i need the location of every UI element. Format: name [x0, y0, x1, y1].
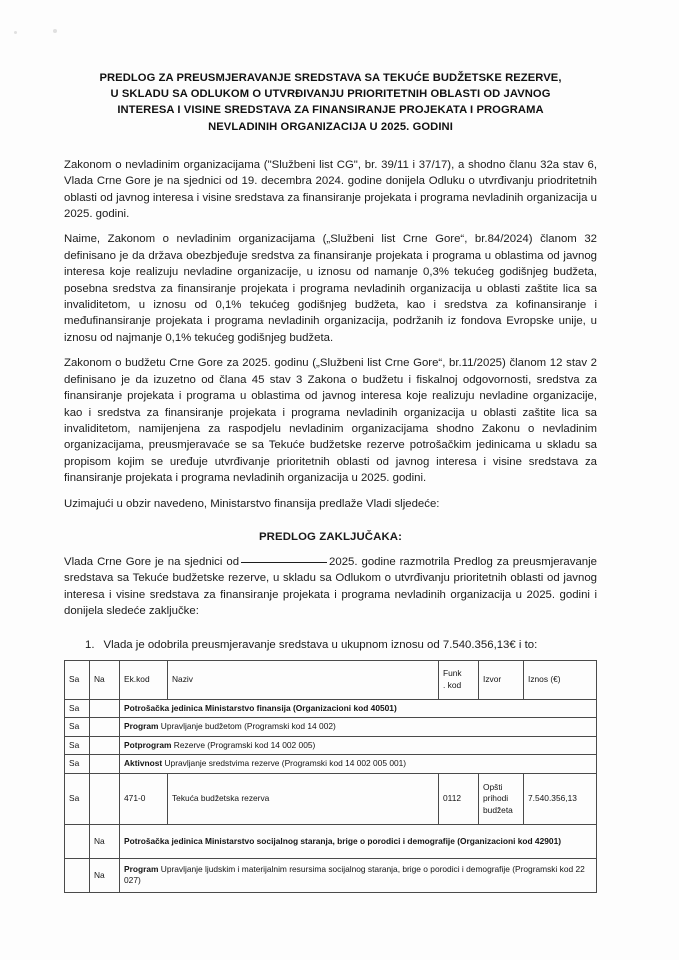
table-header-row	[65, 660, 597, 699]
cell-na	[90, 773, 120, 824]
cell-funk-kod: 0112	[439, 773, 479, 824]
col-header-izvor: Izvor	[479, 660, 524, 699]
cell-na	[90, 699, 120, 718]
budget-table	[64, 660, 597, 893]
cell-na	[90, 718, 120, 737]
cell-naziv-label: Program	[124, 863, 159, 874]
item-number: 1.	[85, 638, 95, 651]
cell-naziv	[120, 824, 597, 858]
cell-naziv: Program Upravljanje ljudskim i materijalnim resursima socijalnog staranja, brige o porodici i demografije (Programski kod 22 027)	[120, 858, 597, 892]
conclusion-text-after: 2025. godine razmotrila Predlog za preusmjeravanje sredstava sa Tekuće budžetske rezerve, u skladu sa Odlukom o utvrđivanju prioritetnih oblasti od javnog interesa i visine sredstava za finansiranje projekata i programa nevladinih organizacija u 2025. godini i donijela sledeće zaključke:	[64, 555, 597, 618]
paragraph-law-ngo: Zakonom o nevladinim organizacijama ("Službeni list CG", br. 39/11 i 37/17), a shodno članu 32a stav 6, Vlada Crne Gore je na sjednici od 19. decembra 2024. godine donijela Odluku o utvrđivanju priodritetnih oblasti od javnog interesa i visine sredstava za finansiranje projekata i programa nevladinih organizacija u 2025. godini.	[64, 158, 597, 221]
cell-naziv: Potprogram Rezerve (Programski kod 14 002 005)	[120, 736, 597, 755]
cell-naziv-label: Potprogram	[124, 739, 172, 750]
cell-na: Na	[90, 858, 120, 892]
cell-sa: Sa	[65, 736, 90, 755]
cell-iznos: 7.540.356,13	[524, 773, 597, 824]
funk-kod-line-2: . kod	[443, 679, 462, 690]
paragraph-budget-law: Zakonom o budžetu Crne Gore za 2025. godinu („Službeni list Crne Gore“, br.11/2025) članom 12 stav 2 definisano je da izuzetno od člana 45 stav 3 Zakona o budžetu i fiskalnoj odgovornosti, sredstva za finansiranje projekata i programa u oblastima od javnog interesa koje realizuju nevladine organizacije, kao i sredstva za finansiranje projekata i programa nevladinih organizacija u oblasti zaštite lica sa invaliditetom, namijenjena za raspodjelu nevladinim organizacijama shodno Zakonu o nevladinim organizacijama, preusmjeravaće se sa Tekuće budžetske rezerve potrošačkim jedinicama u skladu sa propisom kojim se uređuje utvrđivanje prioritetnih oblasti od javnog interesa i visine sredstava za finansiranje projekata i programa nevladinih organizacija u 2025. godini.	[64, 357, 597, 485]
cell-naziv: Program Upravljanje budžetom (Programski kod 14 002)	[120, 718, 597, 737]
cell-na	[90, 736, 120, 755]
cell-na	[90, 755, 120, 774]
col-header-sa: Sa	[65, 660, 90, 699]
cell-naziv: Aktivnost Upravljanje sredstvima rezerve (Programski kod 14 002 005 001)	[120, 755, 597, 774]
col-header-iznos: Iznos (€)	[524, 660, 597, 699]
col-header-naziv: Naziv	[168, 660, 439, 699]
title-line-1: PREDLOG ZA PREUSMJERAVANJE SREDSTAVA SA TEKUĆE BUDŽETSKE REZERVE,	[99, 72, 562, 84]
cell-naziv-label: Program	[124, 721, 159, 732]
cell-sa	[65, 858, 90, 892]
numbered-item-1	[64, 637, 597, 653]
paragraph-conclusion	[64, 554, 597, 620]
cell-naziv	[120, 699, 597, 718]
item-text: Vlada je odobrila preusmjeravanje sredstava u ukupnom iznosu od 7.540.356,13€ i to:	[103, 638, 538, 651]
table-row	[65, 858, 597, 892]
cell-naziv-label: Aktivnost	[124, 758, 163, 769]
table-row	[65, 699, 597, 718]
budget-table-head	[65, 660, 597, 699]
section-title-conclusions: PREDLOG ZAKLJUČAKA:	[258, 530, 402, 543]
col-header-ek-kod: Ek.kod	[120, 660, 168, 699]
title-line-4: NEVLADINIH ORGANIZACIJA U 2025. GODINI	[208, 120, 453, 133]
document-body	[64, 0, 597, 893]
cell-naziv: Tekuća budžetska rezerva	[168, 773, 439, 824]
budget-table-body	[65, 699, 597, 892]
conclusion-text-before: Vlada Crne Gore je na sjednici od	[64, 555, 240, 568]
cell-sa: Sa	[65, 773, 90, 824]
cell-sa	[65, 824, 90, 858]
title-line-3: INTERESA I VISINE SREDSTAVA ZA FINANSIRANJE PROJEKATA I PROGRAMA	[117, 104, 544, 117]
cell-naziv-label: Potrošačka jedinica Ministarstvo finansija (Organizacioni kod 40501)	[124, 702, 397, 713]
cell-izvor: Opšti prihodi budžeta	[479, 773, 524, 824]
col-header-funk-kod	[439, 660, 479, 699]
date-blank-field[interactable]	[241, 562, 327, 563]
paragraph-proposal-intro: Uzimajući u obzir navedeno, Ministarstvo finansija predlaže Vladi sljedeće:	[64, 497, 440, 510]
document-title	[64, 70, 597, 135]
table-row	[65, 718, 597, 737]
title-line-2: U SKLADU SA ODLUKOM O UTVRĐIVANJU PRIORITETNIH OBLASTI OD JAVNOG	[110, 88, 551, 101]
cell-sa: Sa	[65, 718, 90, 737]
col-header-na: Na	[90, 660, 120, 699]
table-row	[65, 773, 597, 824]
cell-na: Na	[90, 824, 120, 858]
table-row	[65, 755, 597, 774]
table-row	[65, 736, 597, 755]
cell-sa: Sa	[65, 755, 90, 774]
table-row	[65, 824, 597, 858]
funk-kod-line-1: Funk	[443, 667, 462, 678]
cell-ek-kod: 471-0	[120, 773, 168, 824]
paragraph-article-32: Naime, Zakonom o nevladinim organizacijama („Službeni list Crne Gore“, br.84/2024) članom 32 definisano je da država obezbjeđuje sredstva za finansiranje projekata i programa u oblastima od javnog interesa koje realizuju nevladine organizacije, u iznosu od namanje 0,3% tekućeg godišnjeg budžeta, posebna sredstva za finansiranje projekata i programa nevladinih organizacija u oblasti zaštite lica sa invaliditetom, u iznosu od 0,1% tekućeg godišnjeg budžeta, kao i sredstva za kofinansiranje i međufinansiranje projekata i programa nevladinih organizacija, podržanih iz fondova Evropske unije, u iznosu od najmanje 0,1% tekućeg godišnjeg budžeta.	[64, 233, 597, 344]
cell-sa: Sa	[65, 699, 90, 718]
scan-artifact-dot	[14, 31, 17, 34]
cell-naziv-label: Potrošačka jedinica Ministarstvo socijalnog staranja, brige o porodici i demografije (Organizacioni kod 42901)	[124, 835, 562, 846]
scan-artifact-dot	[53, 29, 57, 33]
